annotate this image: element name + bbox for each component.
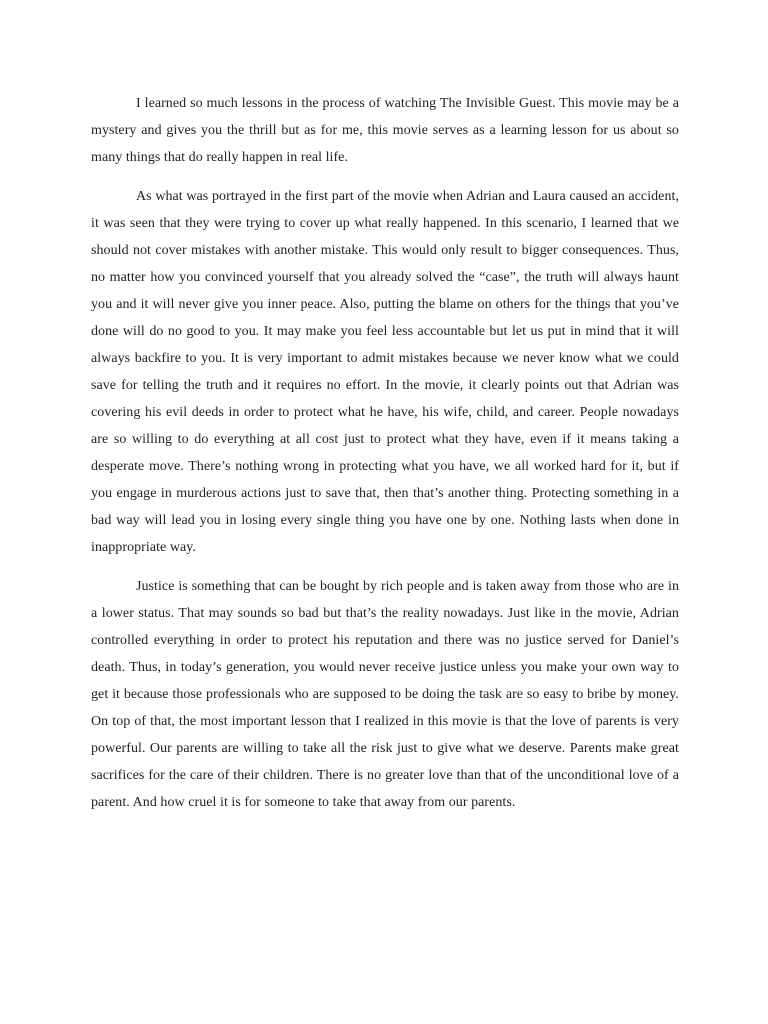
paragraph-intro: I learned so much lessons in the process of watching The Invisible Guest. This movie may be a mystery and gives you the thrill but as for me, this movie serves as a learning lesson for us about so many things that do really happen in real life. <box>91 96 679 165</box>
paragraph-justice: Justice is something that can be bought by rich people and is taken away from those who are in a lower status. That may sounds so bad but that’s the reality nowadays. Just like in the movie, Adrian controlled everything in order to protect his reputation and there was no justice served for Daniel’s death. Thus, in today’s generation, you would never receive justice unless you make your own way to get it because those professionals who are supposed to be doing the task are so easy to bribe by money. On top of that, the most important lesson that I realized in this movie is that the love of parents is very powerful. Our parents are willing to take all the risk just to give what we deserve. Parents make great sacrifices for the care of their children. There is no greater love than that of the unconditional love of a parent. And how cruel it is for someone to take that away from our parents. <box>91 579 679 810</box>
essay-body <box>91 90 679 828</box>
paragraph-cover-up: As what was portrayed in the first part of the movie when Adrian and Laura caused an accident, it was seen that they were trying to cover up what really happened. In this scenario, I learned that we should not cover mistakes with another mistake. This would only result to bigger consequences. Thus, no matter how you convinced yourself that you already solved the “case”, the truth will always haunt you and it will never give you inner peace. Also, putting the blame on others for the things that you’ve done will do no good to you. It may make you feel less accountable but let us put in mind that it will always backfire to you. It is very important to admit mistakes because we never know what we could save for telling the truth and it requires no effort. In the movie, it clearly points out that Adrian was covering his evil deeds in order to protect what he have, his wife, child, and career. People nowadays are so willing to do everything at all cost just to protect what they have, even if it means taking a desperate move. There’s nothing wrong in protecting what you have, we all worked hard for it, but if you engage in murderous actions just to save that, then that’s another thing. Protecting something in a bad way will lead you in losing every single thing you have one by one. Nothing lasts when done in inappropriate way. <box>91 189 679 555</box>
